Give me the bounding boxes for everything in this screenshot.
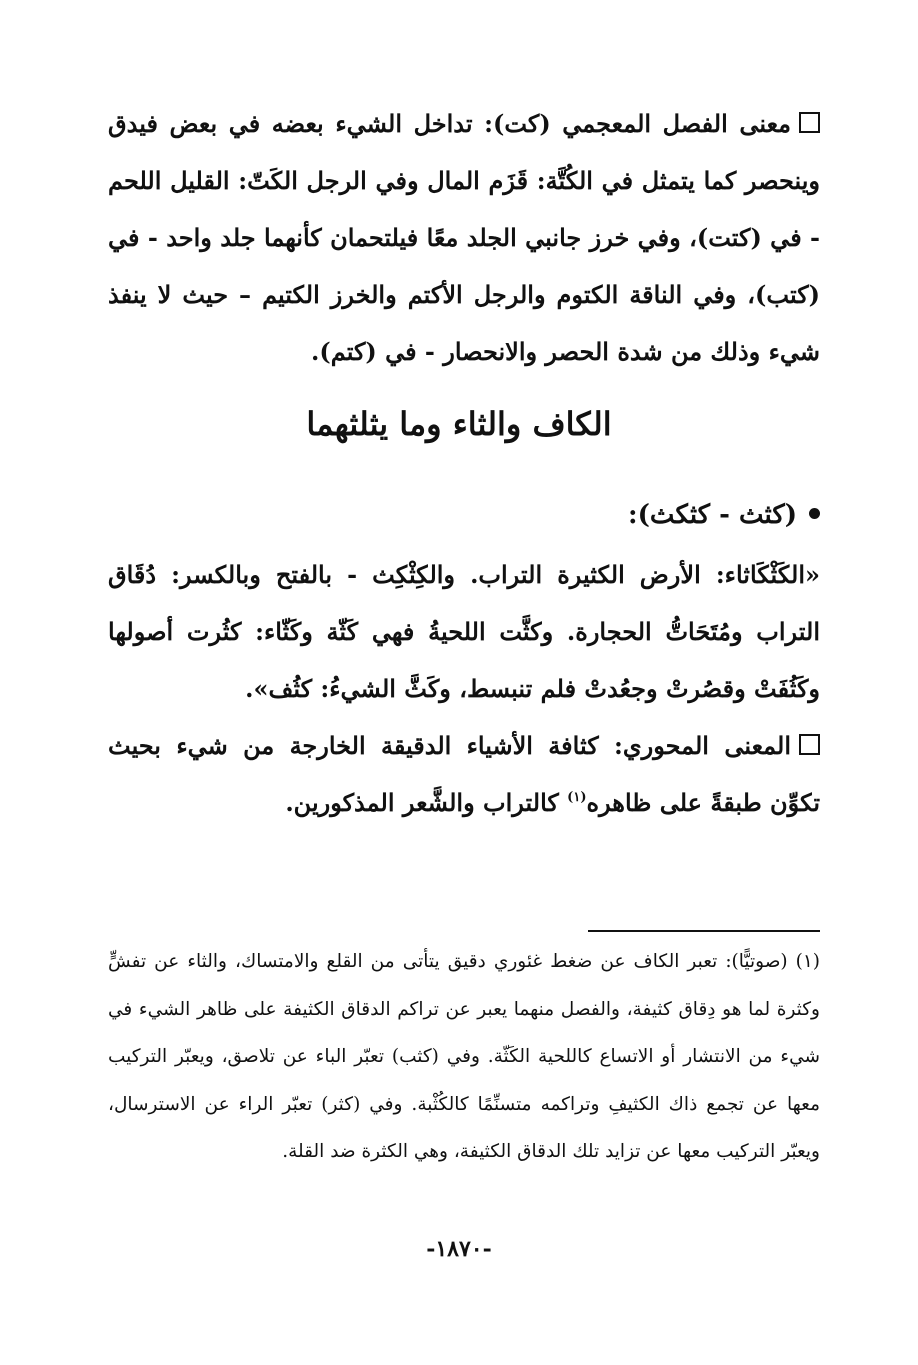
footnote-divider: [588, 930, 820, 932]
square-marker-icon: [799, 112, 820, 133]
square-marker-icon: [799, 734, 820, 755]
core-meaning-rest: كالتراب والشَّعر المذكورين.: [285, 788, 559, 817]
entry-title: (كثث - كثكث):: [628, 500, 797, 530]
entry-definition: «الكَثْكَاثاء: الأرض الكثيرة التراب. والكِثْكِث - بالفتح وبالكسر: دُقَاق التراب ومُتَحَاتُّ الحجارة. وكثَّت اللحيةُ فهي كَثّة وكَثّاء: كثُرت أصولها وكَثُفَتْ وقصُرتْ وجعُدتْ فلم تنبسط، وكَثَّ الشيءُ: كثُف».: [108, 560, 820, 703]
core-meaning-text: المعنى المحوري: كثافة الأشياء الدقيقة الخارجة من شيء بحيث تكوِّن طبقةً على ظاهره: [108, 731, 820, 817]
entry-title-line: [108, 490, 820, 540]
footnote: [108, 938, 820, 1176]
section-heading: الكاف والثاء وما يثلثهما: [306, 405, 612, 443]
footnote-text: (صوتيًّا): تعبر الكاف عن ضغط غئوري دقيق يتأتى من القلع والامتساك، والثاء عن تفشٍّ وكثرة لما هو دِقاق كثيفة، والفصل منهما يعبر عن تراكم الدقاق الكثيفة على ظاهر الشيء في شيء من الانتشار أو الاتساع كاللحية الكَثّة. وفي (كثب) تعبّر الباء عن تلاصق، ويعبّر التركيب معها عن تجمع ذاك الكثيفِ وتراكمه متسنِّمًا كالكُثْبة. وفي (كثر) تعبّر الراء عن الاسترسال، ويعبّر التركيب معها عن تزايد تلك الدقاق الكثيفة، وهي الكثرة ضد القلة.: [108, 951, 820, 1162]
footnote-reference: (١): [567, 790, 587, 805]
intro-paragraph-text: معنى الفصل المعجمي (كت): تداخل الشيء بعضه في بعض فيدق وينحصر كما يتمثل في الكُتَّة: قَزَم المال وفي الرجل الكَتّ: القليل اللحم - في (كتت)، وفي خرز جانبي الجلد معًا فيلتحمان كأنهما جلد واحد - في (كتب)، وفي الناقة الكتوم والرجل الأكتم والخرز الكتيم – حيث لا ينفذ شيء وذلك من شدة الحصر والانحصار - في (كتم).: [108, 109, 820, 366]
intro-paragraph: [108, 95, 820, 380]
core-meaning: [108, 717, 820, 831]
footnote-number: (١): [795, 951, 820, 972]
bullet-icon: [809, 508, 820, 519]
page-number: -١٨٧٠-: [426, 1236, 492, 1262]
entry: [108, 490, 820, 831]
